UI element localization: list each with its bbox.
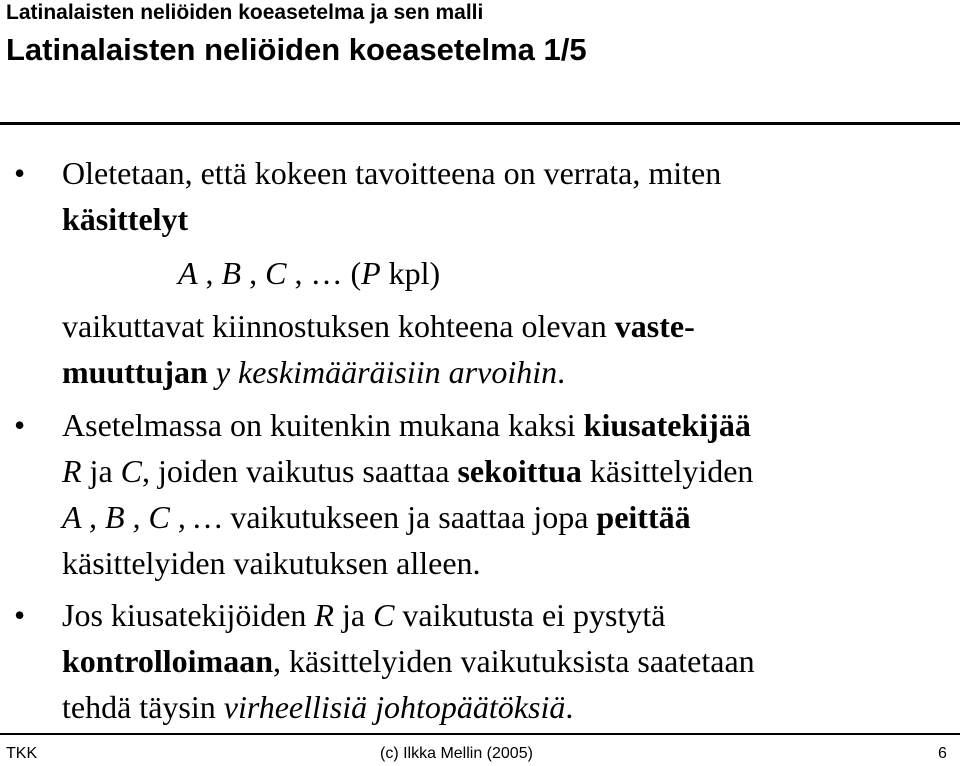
- sep: , … (: [286, 255, 362, 291]
- var-b: B: [221, 255, 242, 291]
- var-a: A: [178, 255, 198, 291]
- bullet2-line2: [62, 447, 753, 495]
- bullet-marker: •: [14, 407, 26, 443]
- treatments-list: A , B , C , …: [62, 499, 223, 535]
- term-kontrolloimaan: kontrolloimaan: [62, 643, 273, 679]
- slide-title: Latinalaisten neliöiden koeasetelma 1/5: [6, 32, 587, 67]
- var-c: C: [120, 453, 142, 489]
- var-c: C: [373, 597, 395, 633]
- text: vaikutusta ei pystytä: [394, 597, 666, 633]
- bullet-marker: •: [14, 155, 26, 191]
- term-kiusatekijaa: kiusatekijää: [583, 407, 751, 443]
- bullet1-line5: [62, 348, 565, 396]
- italic-phrase: y keskimääräisiin arvoihin: [215, 354, 558, 390]
- footer-divider: [0, 733, 960, 735]
- bullet1-line4: [62, 302, 695, 350]
- text: Asetelmassa on kuitenkin mukana kaksi: [62, 407, 584, 443]
- var-c: C: [265, 255, 287, 291]
- slide-supertitle: Latinalaisten neliöiden koeasetelma ja sen malli: [6, 1, 484, 24]
- bullet2-line3: [62, 493, 691, 541]
- term-vaste: vaste-: [614, 308, 695, 344]
- bullet1-line2: [62, 195, 188, 243]
- text: ja: [81, 453, 121, 489]
- bullet3-line3: [62, 683, 573, 731]
- footer-copyright: (c) Ilkka Mellin (2005): [380, 745, 533, 762]
- text: .: [557, 354, 566, 390]
- text: ja: [333, 597, 374, 633]
- text: vaikuttavat kiinnostuksen kohteena olevan: [62, 308, 615, 344]
- bullet-marker: •: [14, 597, 26, 633]
- text: Jos kiusatekijöiden: [62, 597, 315, 633]
- text: .: [565, 689, 574, 725]
- header-divider: [0, 122, 960, 125]
- term-sekoittua: sekoittua: [457, 453, 582, 489]
- sep: ,: [241, 255, 266, 291]
- term-peittaa: peittää: [596, 499, 691, 535]
- text: tehdä täysin: [62, 689, 224, 725]
- text: käsittelyiden: [581, 453, 754, 489]
- treatments-formula: [178, 249, 440, 297]
- var-p: P: [361, 255, 381, 291]
- var-r: R: [62, 453, 82, 489]
- bullet2-line4: käsittelyiden vaikutuksen alleen.: [62, 545, 481, 581]
- bullet2-line1: [62, 401, 751, 449]
- text: [208, 354, 216, 390]
- text: vaikutukseen ja saattaa jopa: [222, 499, 597, 535]
- italic-phrase: virheellisiä johtopäätöksiä: [223, 689, 566, 725]
- bullet1-line1: Oletetaan, että kokeen tavoitteena on verrata, miten: [62, 155, 722, 191]
- text: , käsittelyiden vaikutuksista saatetaan: [273, 643, 755, 679]
- var-r: R: [314, 597, 334, 633]
- term-muuttujan: muuttujan: [62, 354, 208, 390]
- bullet3-line2: [62, 637, 755, 685]
- footer-institution: TKK: [6, 745, 38, 762]
- page-number: 6: [938, 745, 947, 762]
- term-kasittelyt: käsittelyt: [62, 201, 189, 237]
- bullet3-line1: [62, 591, 665, 639]
- text: , joiden vaikutus saattaa: [141, 453, 458, 489]
- sep: kpl): [380, 255, 441, 291]
- sep: ,: [197, 255, 222, 291]
